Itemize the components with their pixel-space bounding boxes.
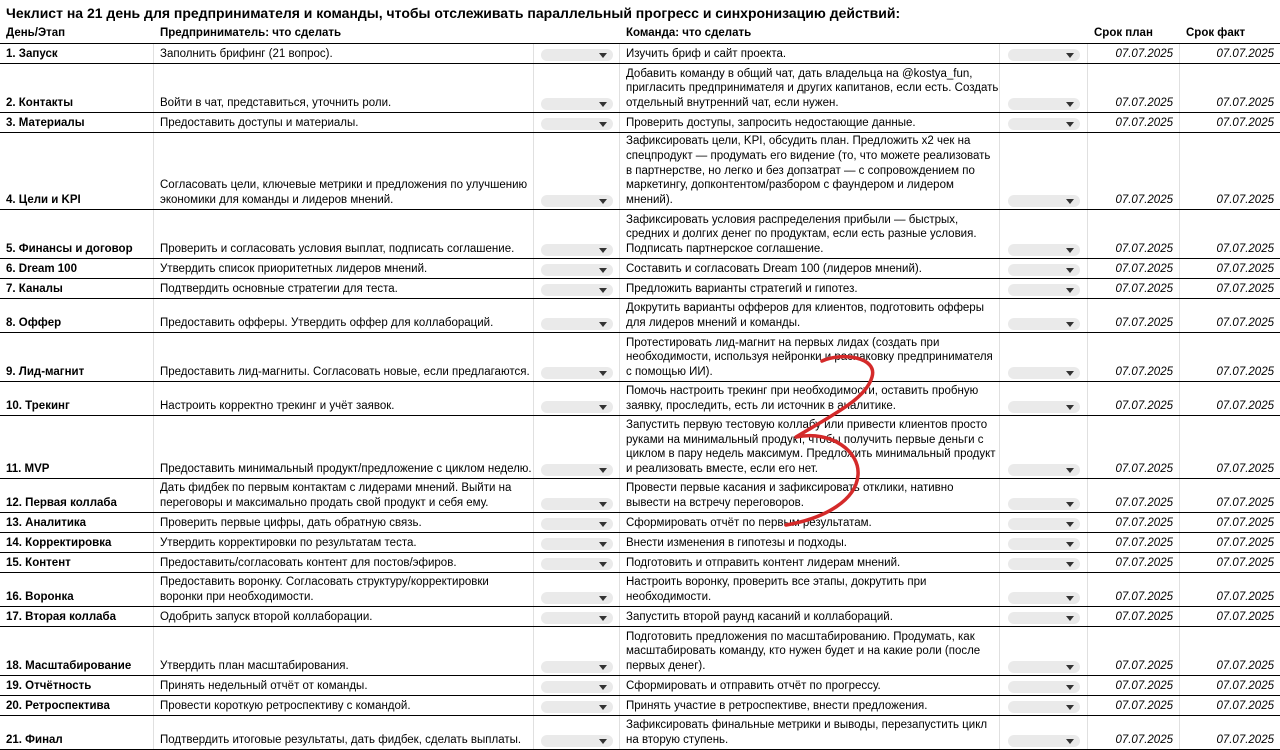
table-row — [0, 210, 1280, 259]
fact-date-cell[interactable]: 07.07.2025 — [1216, 591, 1274, 604]
stage-cell[interactable]: 17. Вторая коллаба — [0, 607, 154, 626]
plan-date-cell[interactable]: 07.07.2025 — [1088, 333, 1180, 381]
header-plan[interactable]: Срок план — [1094, 27, 1153, 39]
team-status-dropdown[interactable] — [1008, 661, 1080, 673]
entrepreneur-task-cell[interactable]: Проверить и согласовать условия выплат, подписать соглашение. — [154, 210, 534, 258]
team-status-dropdown[interactable] — [1008, 264, 1080, 276]
stage-cell[interactable]: 15. Контент — [0, 553, 154, 572]
team-task-cell[interactable]: Принять участие в ретроспективе, внести предложения. — [620, 696, 1000, 715]
table-row — [0, 479, 1280, 513]
entrepreneur-task-cell[interactable]: Подтвердить итоговые результаты, дать фидбек, сделать выплаты. — [154, 716, 534, 749]
table-row — [0, 259, 1280, 279]
plan-date-cell[interactable]: 07.07.2025 — [1088, 279, 1180, 298]
team-task-cell[interactable]: Сформировать и отправить отчёт по прогрессу. — [620, 676, 1000, 695]
fact-date-cell[interactable]: 07.07.2025 — [1216, 700, 1274, 713]
plan-date-cell[interactable]: 07.07.2025 — [1088, 553, 1180, 572]
plan-date-cell[interactable]: 07.07.2025 — [1088, 716, 1180, 749]
stage-cell[interactable]: 7. Каналы — [0, 279, 154, 298]
fact-date-cell[interactable]: 07.07.2025 — [1216, 734, 1274, 747]
fact-date-cell[interactable]: 07.07.2025 — [1216, 660, 1274, 673]
entrepreneur-status-cell — [534, 553, 620, 572]
entrepreneur-status-dropdown[interactable] — [541, 318, 613, 330]
plan-date-cell[interactable]: 07.07.2025 — [1088, 533, 1180, 552]
team-status-cell — [1000, 382, 1088, 415]
team-status-dropdown[interactable] — [1008, 401, 1080, 413]
fact-date-cell[interactable]: 07.07.2025 — [1216, 48, 1274, 61]
entrepreneur-status-dropdown[interactable] — [541, 118, 613, 130]
team-status-dropdown[interactable] — [1008, 49, 1080, 61]
plan-date-cell[interactable]: 07.07.2025 — [1088, 382, 1180, 415]
entrepreneur-task-cell[interactable]: Предоставить/согласовать контент для постов/эфиров. — [154, 553, 534, 572]
team-status-dropdown[interactable] — [1008, 195, 1080, 207]
team-task-cell[interactable]: Составить и согласовать Dream 100 (лидеров мнений). — [620, 259, 1000, 278]
team-status-dropdown[interactable] — [1008, 681, 1080, 693]
team-task-cell[interactable]: Внести изменения в гипотезы и подходы. — [620, 533, 1000, 552]
entrepreneur-status-dropdown[interactable] — [541, 464, 613, 476]
plan-date-cell[interactable]: 07.07.2025 — [1088, 479, 1180, 512]
team-status-dropdown[interactable] — [1008, 284, 1080, 296]
team-status-cell — [1000, 573, 1088, 606]
team-task-cell[interactable]: Протестировать лид-магнит на первых лидах (создать при необходимости, используя нейронки и распаковку предпринимателя с помощью ИИ). — [620, 333, 1000, 381]
fact-date-cell[interactable]: 07.07.2025 — [1216, 497, 1274, 510]
table-row — [0, 553, 1280, 573]
team-status-cell — [1000, 676, 1088, 695]
entrepreneur-status-dropdown[interactable] — [541, 49, 613, 61]
entrepreneur-task-cell[interactable]: Предоставить доступы и материалы. — [154, 113, 534, 132]
team-status-cell — [1000, 44, 1088, 63]
table-row — [0, 382, 1280, 416]
team-status-cell — [1000, 333, 1088, 381]
fact-date-cell[interactable]: 07.07.2025 — [1216, 317, 1274, 330]
stage-cell[interactable]: 8. Оффер — [0, 299, 154, 332]
fact-date-cell[interactable]: 07.07.2025 — [1216, 194, 1274, 207]
team-status-cell — [1000, 627, 1088, 675]
entrepreneur-status-cell — [534, 676, 620, 695]
entrepreneur-status-cell — [534, 133, 620, 209]
team-task-cell[interactable]: Зафиксировать условия распределения прибыли — быстрых, средних и долгих денег по продуктам, если есть разные условия. Подписать партнерское соглашение. — [620, 210, 1000, 258]
team-status-dropdown[interactable] — [1008, 592, 1080, 604]
entrepreneur-status-dropdown[interactable] — [541, 98, 613, 110]
entrepreneur-status-cell — [534, 479, 620, 512]
plan-date-cell[interactable]: 07.07.2025 — [1088, 627, 1180, 675]
team-status-cell — [1000, 607, 1088, 626]
team-task-cell[interactable]: Сформировать отчёт по первым результатам. — [620, 513, 1000, 532]
entrepreneur-status-dropdown[interactable] — [541, 195, 613, 207]
team-task-cell[interactable]: Проверить доступы, запросить недостающие данные. — [620, 113, 1000, 132]
fact-date-cell[interactable]: 07.07.2025 — [1216, 680, 1274, 693]
header-row — [0, 24, 1280, 44]
table-row — [0, 716, 1280, 750]
team-task-cell[interactable]: Добавить команду в общий чат, дать владельца на @kostya_fun, пригласить предпринимателя и других капитанов, если есть. Создать отдельный внутренний чат, если нужен. — [620, 64, 1000, 112]
entrepreneur-task-cell[interactable]: Согласовать цели, ключевые метрики и предложения по улучшению экономики для команды и лидеров мнений. — [154, 133, 534, 209]
team-status-cell — [1000, 133, 1088, 209]
table-row — [0, 533, 1280, 553]
entrepreneur-status-dropdown[interactable] — [541, 401, 613, 413]
table-row — [0, 627, 1280, 676]
entrepreneur-status-cell — [534, 627, 620, 675]
team-task-cell[interactable]: Зафиксировать цели, KPI, обсудить план. Предложить x2 чек на спецпродукт — продумать его видение (то, что можете реализовать в партнерстве, но легко и без допзатрат — с сопровождением по маркетингу, допконтентом/разбором с фаундером и лидером мнений). — [620, 133, 1000, 209]
team-task-cell[interactable]: Предложить варианты стратегий и гипотез. — [620, 279, 1000, 298]
entrepreneur-status-cell — [534, 696, 620, 715]
team-task-cell[interactable]: Докрутить варианты офферов для клиентов, подготовить офферы для лидеров мнений и команды. — [620, 299, 1000, 332]
team-status-cell — [1000, 113, 1088, 132]
stage-cell[interactable]: 21. Финал — [0, 716, 154, 749]
stage-cell[interactable]: 2. Контакты — [0, 64, 154, 112]
table-body — [0, 44, 1280, 750]
entrepreneur-task-cell[interactable]: Предоставить минимальный продукт/предложение с циклом неделю. — [154, 416, 534, 478]
table-row — [0, 607, 1280, 627]
entrepreneur-task-cell[interactable]: Заполнить брифинг (21 вопрос). — [154, 44, 534, 63]
plan-date-cell[interactable]: 07.07.2025 — [1088, 573, 1180, 606]
team-task-cell[interactable]: Запустить второй раунд касаний и коллабораций. — [620, 607, 1000, 626]
stage-cell[interactable]: 1. Запуск — [0, 44, 154, 63]
team-task-cell[interactable]: Зафиксировать финальные метрики и выводы, перезапустить цикл на вторую ступень. — [620, 716, 1000, 749]
plan-date-cell[interactable]: 07.07.2025 — [1088, 676, 1180, 695]
fact-date-cell[interactable]: 07.07.2025 — [1216, 97, 1274, 110]
entrepreneur-status-dropdown[interactable] — [541, 367, 613, 379]
entrepreneur-status-dropdown[interactable] — [541, 558, 613, 570]
table-row — [0, 573, 1280, 607]
stage-cell[interactable]: 16. Воронка — [0, 573, 154, 606]
entrepreneur-task-cell[interactable]: Предоставить воронку. Согласовать структуру/корректировки воронки при необходимости. — [154, 573, 534, 606]
team-status-dropdown[interactable] — [1008, 498, 1080, 510]
team-status-cell — [1000, 533, 1088, 552]
entrepreneur-status-cell — [534, 279, 620, 298]
entrepreneur-status-cell — [534, 573, 620, 606]
stage-cell[interactable]: 4. Цели и KPI — [0, 133, 154, 209]
team-status-dropdown[interactable] — [1008, 735, 1080, 747]
plan-date-cell[interactable]: 07.07.2025 — [1088, 299, 1180, 332]
team-status-cell — [1000, 513, 1088, 532]
entrepreneur-status-cell — [534, 533, 620, 552]
entrepreneur-status-dropdown[interactable] — [541, 681, 613, 693]
fact-date-cell[interactable]: 07.07.2025 — [1216, 283, 1274, 296]
entrepreneur-task-cell[interactable]: Проверить первые цифры, дать обратную связь. — [154, 513, 534, 532]
team-status-cell — [1000, 479, 1088, 512]
team-status-dropdown[interactable] — [1008, 701, 1080, 713]
table-row — [0, 333, 1280, 382]
checklist-table — [0, 24, 1280, 750]
table-row — [0, 44, 1280, 64]
team-task-cell[interactable]: Помочь настроить трекинг при необходимости, оставить пробную заявку, проследить, есть ли источник в аналитике. — [620, 382, 1000, 415]
stage-cell[interactable]: 18. Масштабирование — [0, 627, 154, 675]
team-status-dropdown[interactable] — [1008, 612, 1080, 624]
team-status-cell — [1000, 716, 1088, 749]
table-row — [0, 279, 1280, 299]
entrepreneur-task-cell[interactable]: Принять недельный отчёт от команды. — [154, 676, 534, 695]
plan-date-cell[interactable]: 07.07.2025 — [1088, 696, 1180, 715]
entrepreneur-status-cell — [534, 513, 620, 532]
stage-cell[interactable]: 9. Лид-магнит — [0, 333, 154, 381]
team-status-dropdown[interactable] — [1008, 318, 1080, 330]
table-row — [0, 676, 1280, 696]
table-row — [0, 416, 1280, 479]
team-status-cell — [1000, 279, 1088, 298]
team-task-cell[interactable]: Подготовить предложения по масштабированию. Продумать, как масштабировать команду, кто нужен будет и на какие роли (после первых денег). — [620, 627, 1000, 675]
header-fact[interactable]: Срок факт — [1186, 27, 1246, 39]
plan-date-cell[interactable]: 07.07.2025 — [1088, 210, 1180, 258]
entrepreneur-task-cell[interactable]: Предоставить лид-магниты. Согласовать новые, если предлагаются. — [154, 333, 534, 381]
plan-date-cell[interactable]: 07.07.2025 — [1088, 44, 1180, 63]
header-team[interactable]: Команда: что сделать — [626, 27, 752, 39]
entrepreneur-task-cell[interactable]: Одобрить запуск второй коллаборации. — [154, 607, 534, 626]
entrepreneur-status-cell — [534, 716, 620, 749]
sheet-title: Чеклист на 21 день для предпринимателя и команды, чтобы отслеживать параллельный прогресс и синхронизацию действий: — [6, 5, 901, 21]
fact-date-cell[interactable]: 07.07.2025 — [1216, 263, 1274, 276]
team-status-dropdown[interactable] — [1008, 244, 1080, 256]
team-status-dropdown[interactable] — [1008, 118, 1080, 130]
plan-date-cell[interactable]: 07.07.2025 — [1088, 259, 1180, 278]
team-task-cell[interactable]: Провести первые касания и зафиксировать отклики, нативно вывести на встречу переговоров. — [620, 479, 1000, 512]
plan-date-cell[interactable]: 07.07.2025 — [1088, 416, 1180, 478]
fact-date-cell[interactable]: 07.07.2025 — [1216, 117, 1274, 130]
fact-date-cell[interactable]: 07.07.2025 — [1216, 463, 1274, 476]
team-status-cell — [1000, 299, 1088, 332]
entrepreneur-status-cell — [534, 210, 620, 258]
entrepreneur-task-cell[interactable]: Войти в чат, представиться, уточнить роли. — [154, 64, 534, 112]
entrepreneur-status-dropdown[interactable] — [541, 592, 613, 604]
table-row — [0, 299, 1280, 333]
stage-cell[interactable]: 12. Первая коллаба — [0, 479, 154, 512]
team-task-cell[interactable]: Изучить бриф и сайт проекта. — [620, 44, 1000, 63]
entrepreneur-status-dropdown[interactable] — [541, 735, 613, 747]
entrepreneur-status-dropdown[interactable] — [541, 612, 613, 624]
team-status-dropdown[interactable] — [1008, 98, 1080, 110]
stage-cell[interactable]: 13. Аналитика — [0, 513, 154, 532]
header-stage[interactable]: День/Этап — [6, 27, 66, 39]
table-row — [0, 696, 1280, 716]
entrepreneur-status-cell — [534, 607, 620, 626]
entrepreneur-status-cell — [534, 259, 620, 278]
entrepreneur-status-dropdown[interactable] — [541, 244, 613, 256]
team-status-dropdown[interactable] — [1008, 538, 1080, 550]
table-row — [0, 64, 1280, 113]
team-task-cell[interactable]: Настроить воронку, проверить все этапы, докрутить при необходимости. — [620, 573, 1000, 606]
team-status-cell — [1000, 416, 1088, 478]
table-row — [0, 113, 1280, 133]
fact-date-cell[interactable]: 07.07.2025 — [1216, 537, 1274, 550]
entrepreneur-task-cell[interactable]: Настроить корректно трекинг и учёт заявок. — [154, 382, 534, 415]
team-task-cell[interactable]: Подготовить и отправить контент лидерам мнений. — [620, 553, 1000, 572]
team-status-dropdown[interactable] — [1008, 464, 1080, 476]
entrepreneur-status-cell — [534, 333, 620, 381]
plan-date-cell[interactable]: 07.07.2025 — [1088, 64, 1180, 112]
entrepreneur-task-cell[interactable]: Подтвердить основные стратегии для теста. — [154, 279, 534, 298]
entrepreneur-task-cell[interactable]: Провести короткую ретроспективу с командой. — [154, 696, 534, 715]
entrepreneur-status-dropdown[interactable] — [541, 661, 613, 673]
entrepreneur-status-dropdown[interactable] — [541, 264, 613, 276]
team-status-cell — [1000, 210, 1088, 258]
fact-date-cell[interactable]: 07.07.2025 — [1216, 243, 1274, 256]
team-status-cell — [1000, 259, 1088, 278]
stage-cell[interactable]: 5. Финансы и договор — [0, 210, 154, 258]
entrepreneur-task-cell[interactable]: Дать фидбек по первым контактам с лидерами мнений. Выйти на переговоры и максимально продать свой продукт и себя ему. — [154, 479, 534, 512]
entrepreneur-status-cell — [534, 113, 620, 132]
team-status-cell — [1000, 64, 1088, 112]
entrepreneur-status-cell — [534, 299, 620, 332]
plan-date-cell[interactable]: 07.07.2025 — [1088, 513, 1180, 532]
stage-cell[interactable]: 19. Отчётность — [0, 676, 154, 695]
entrepreneur-task-cell[interactable]: Предоставить офферы. Утвердить оффер для коллабораций. — [154, 299, 534, 332]
header-entrepreneur[interactable]: Предприниматель: что сделать — [160, 27, 342, 39]
entrepreneur-task-cell[interactable]: Утвердить список приоритетных лидеров мнений. — [154, 259, 534, 278]
entrepreneur-status-dropdown[interactable] — [541, 538, 613, 550]
entrepreneur-status-dropdown[interactable] — [541, 498, 613, 510]
entrepreneur-status-dropdown[interactable] — [541, 518, 613, 530]
entrepreneur-status-cell — [534, 44, 620, 63]
fact-date-cell[interactable]: 07.07.2025 — [1216, 366, 1274, 379]
team-status-dropdown[interactable] — [1008, 518, 1080, 530]
stage-cell[interactable]: 6. Dream 100 — [0, 259, 154, 278]
fact-date-cell[interactable]: 07.07.2025 — [1216, 400, 1274, 413]
entrepreneur-status-dropdown[interactable] — [541, 284, 613, 296]
entrepreneur-status-dropdown[interactable] — [541, 701, 613, 713]
team-status-dropdown[interactable] — [1008, 367, 1080, 379]
fact-date-cell[interactable]: 07.07.2025 — [1216, 557, 1274, 570]
stage-cell[interactable]: 14. Корректировка — [0, 533, 154, 552]
fact-date-cell[interactable]: 07.07.2025 — [1216, 611, 1274, 624]
fact-date-cell[interactable]: 07.07.2025 — [1216, 517, 1274, 530]
plan-date-cell[interactable]: 07.07.2025 — [1088, 133, 1180, 209]
table-row — [0, 133, 1280, 210]
team-status-cell — [1000, 696, 1088, 715]
stage-cell[interactable]: 20. Ретроспектива — [0, 696, 154, 715]
plan-date-cell[interactable]: 07.07.2025 — [1088, 607, 1180, 626]
entrepreneur-status-cell — [534, 382, 620, 415]
team-status-dropdown[interactable] — [1008, 558, 1080, 570]
team-task-cell[interactable]: Запустить первую тестовую коллабу или привести клиентов просто руками на минимальный продукт, чтобы получить первые деньги с циклом в пару недель максимум. Предложить минимальный продукт и реализовать вместе, если его нет. — [620, 416, 1000, 478]
entrepreneur-status-cell — [534, 416, 620, 478]
stage-cell[interactable]: 11. MVP — [0, 416, 154, 478]
table-row — [0, 513, 1280, 533]
stage-cell[interactable]: 3. Материалы — [0, 113, 154, 132]
entrepreneur-task-cell[interactable]: Утвердить корректировки по результатам теста. — [154, 533, 534, 552]
team-status-cell — [1000, 553, 1088, 572]
entrepreneur-task-cell[interactable]: Утвердить план масштабирования. — [154, 627, 534, 675]
entrepreneur-status-cell — [534, 64, 620, 112]
stage-cell[interactable]: 10. Трекинг — [0, 382, 154, 415]
plan-date-cell[interactable]: 07.07.2025 — [1088, 113, 1180, 132]
